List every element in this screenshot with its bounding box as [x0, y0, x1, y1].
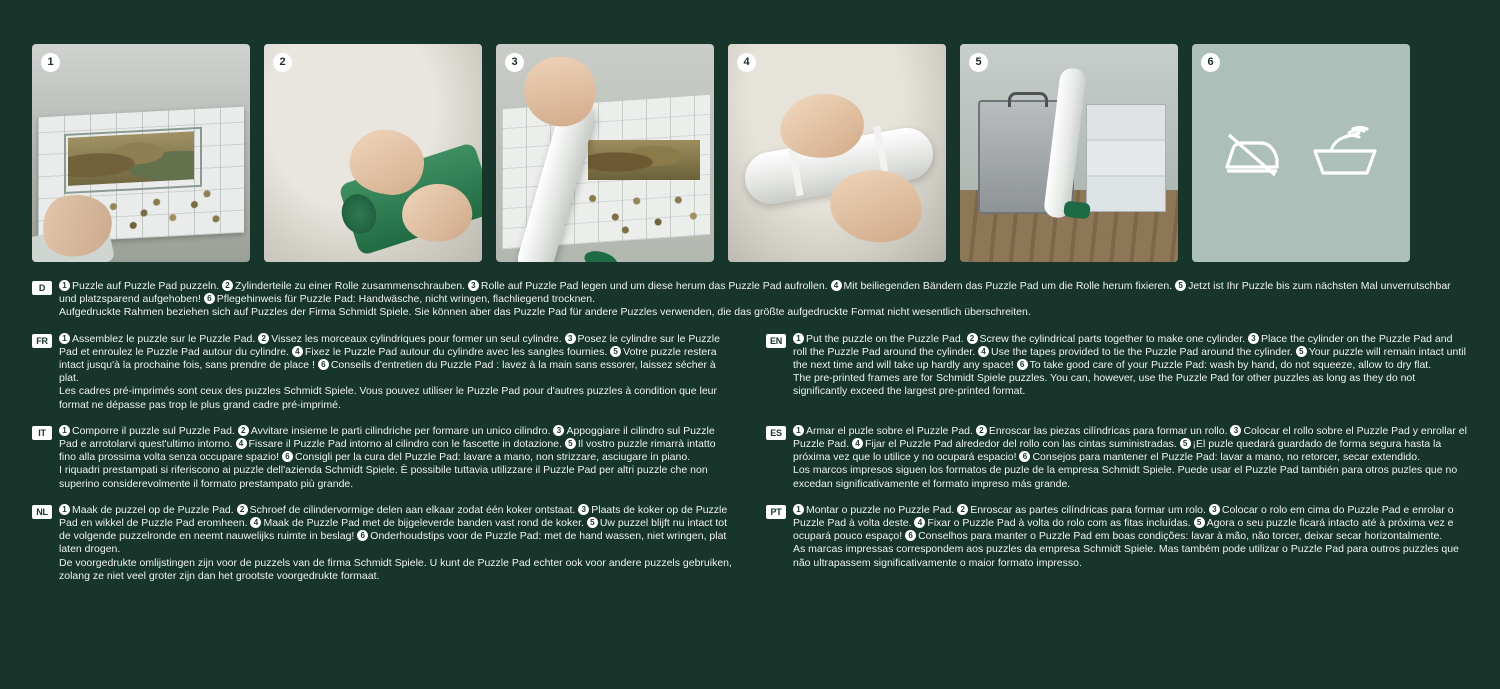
item-number: 4 [250, 517, 261, 528]
item-number: 4 [292, 346, 303, 357]
language-note: The pre-printed frames are for Schmidt Spiele puzzles. You can, however, use the Puzzle Pad for other puzzles as long as they do not significantly exceed the largest pre-printed format. [793, 372, 1416, 398]
language-row-de [32, 280, 1468, 320]
instruction-item: Comporre il puzzle sul Puzzle Pad. [72, 424, 235, 437]
item-number: 2 [967, 333, 978, 344]
item-number: 5 [1175, 280, 1186, 291]
instruction-item: Onderhoudstips voor de Puzzle Pad: met de hand wassen, niet wringen, plat laten drogen. [59, 530, 727, 556]
language-text-de [59, 280, 1468, 320]
item-number: 5 [1194, 517, 1205, 528]
hand-wash-icon [1309, 125, 1381, 181]
instruction-item: Agora o seu puzzle ficará intacto até à próxima vez e ocupará pouco espaço! [793, 517, 1454, 543]
language-block-nl [32, 504, 734, 583]
item-number: 6 [1017, 359, 1028, 370]
language-text-en [793, 333, 1468, 399]
language-note: Aufgedruckte Rahmen beziehen sich auf Puzzles der Firma Schmidt Spiele. Sie können aber das Puzzle Pad für andere Puzzles verwenden, die das größte aufgedruckte Format nicht wesentlich überschreiten. [59, 306, 1031, 319]
instruction-item: Fixar o Puzzle Pad à volta do rolo com as fitas incluídas. [927, 517, 1191, 530]
item-number: 4 [978, 346, 989, 357]
instruction-item: Posez le cylindre sur le Puzzle Pad et enroulez le Puzzle Pad autour du cylindre. [59, 332, 720, 358]
language-text-it [59, 425, 734, 491]
language-tag-pt: PT [766, 505, 786, 519]
item-number: 6 [318, 359, 329, 370]
item-number: 3 [578, 504, 589, 515]
photo-strip [32, 44, 1468, 262]
instruction-item: Mit beiliegenden Bändern das Puzzle Pad um die Rolle herum fixieren. [843, 280, 1173, 292]
loose-puzzle-pieces [580, 186, 706, 236]
instruction-item: Colocar o rolo em cima do Puzzle Pad e enrolar o Puzzle Pad à volta deste. [793, 503, 1454, 530]
instruction-item: Vissez les morceaux cylindriques pour former un seul cylindre. [271, 332, 562, 345]
instruction-item: Fijar el Puzzle Pad alrededor del rollo con las cintas suministradas. [864, 438, 1177, 451]
step-photo-5 [960, 44, 1178, 262]
item-number: 1 [59, 333, 70, 344]
instruction-item: Puzzle auf Puzzle Pad puzzeln. [72, 280, 220, 292]
item-number: 3 [1248, 333, 1259, 344]
item-number: 1 [793, 333, 804, 344]
step-badge-1: 1 [41, 53, 60, 72]
language-text-pt [793, 504, 1468, 570]
instruction-item: Place the cylinder on the Puzzle Pad and roll the Puzzle Pad around the cylinder. [793, 332, 1453, 358]
step-photo-1 [32, 44, 250, 262]
item-number: 3 [553, 425, 564, 436]
instruction-item: Consigli per la cura del Puzzle Pad: lavare a mano, non strizzare, asciugare in piano. [294, 451, 691, 464]
language-tag-it: IT [32, 426, 52, 440]
language-note: De voorgedrukte omlijstingen zijn voor de puzzels van de firma Schmidt Spiele. U kunt de Puzzle Pad echter ook voor andere puzzels gebruiken, zolang ze niet veel groter zijn dan het grootste voorgedrukte formaat. [59, 556, 732, 582]
language-block-en [766, 333, 1468, 412]
instruction-item: Schroef de cilindervormige delen aan elkaar zodat één koker ontstaat. [249, 503, 576, 516]
item-number: 4 [831, 280, 842, 291]
language-block-it [32, 425, 734, 491]
instruction-item: Fixez le Puzzle Pad autour du cylindre avec les sangles fournies. [304, 345, 608, 358]
item-number: 2 [238, 425, 249, 436]
language-row-nl-pt [32, 504, 1468, 583]
instruction-item: Enroscar las piezas cilíndricas para formar un rollo. [988, 424, 1228, 437]
step-photo-3 [496, 44, 714, 262]
language-block-es [766, 425, 1468, 491]
puzzle-picture [588, 140, 700, 180]
instruction-item: Armar el puzle sobre el Puzzle Pad. [806, 424, 973, 437]
item-number: 6 [357, 530, 368, 541]
instruction-item: Conseils d'entretien du Puzzle Pad : lavez à la main sans essorer, laissez sécher à plat. [59, 359, 716, 385]
instruction-item: Votre puzzle restera intact jusqu'à la prochaine fois, sans prendre de place ! [59, 345, 717, 372]
step-badge-3: 3 [505, 53, 524, 72]
item-number: 2 [222, 280, 233, 291]
item-number: 5 [565, 438, 576, 449]
item-number: 2 [976, 425, 987, 436]
item-number: 3 [565, 333, 576, 344]
instruction-item: Montar o puzzle no Puzzle Pad. [806, 503, 955, 516]
item-number: 1 [793, 425, 804, 436]
instructions-text-area [32, 280, 1468, 583]
item-number: 3 [468, 280, 479, 291]
language-tag-nl: NL [32, 505, 52, 519]
language-text-es [793, 425, 1468, 491]
instruction-item: Put the puzzle on the Puzzle Pad. [806, 332, 964, 345]
language-row-fr-en [32, 333, 1468, 412]
instruction-item: Appoggiare il cilindro sul Puzzle Pad e arrotolarvi quest'ultimo intorno. [59, 424, 715, 451]
item-number: 4 [852, 438, 863, 449]
instruction-item: Screw the cylindrical parts together to make one cylinder. [979, 332, 1246, 345]
instruction-item: Maak de Puzzle Pad met de bijgeleverde banden vast rond de koker. [263, 517, 584, 530]
no-iron-icon [1221, 125, 1283, 181]
item-number: 1 [59, 504, 70, 515]
item-number: 2 [957, 504, 968, 515]
instruction-item: To take good care of your Puzzle Pad: wash by hand, do not squeeze, allow to dry flat. [1029, 359, 1432, 372]
language-note: I riquadri prestampati si riferiscono ai puzzle dell'azienda Schmidt Spiele. È possibile tuttavia utilizzare il Puzzle Pad per altri puzzle che non superino considerevolmente il formato prestampato più grande. [59, 464, 708, 490]
step-badge-5: 5 [969, 53, 988, 72]
language-tag-fr: FR [32, 334, 52, 348]
instruction-item: Rolle auf Puzzle Pad legen und um diese herum das Puzzle Pad aufrollen. [480, 280, 828, 292]
item-number: 5 [1296, 346, 1307, 357]
step-badge-6: 6 [1201, 53, 1220, 72]
item-number: 5 [610, 346, 621, 357]
item-number: 3 [1209, 504, 1220, 515]
item-number: 1 [59, 280, 70, 291]
language-text-fr [59, 333, 734, 412]
step-badge-4: 4 [737, 53, 756, 72]
cylinder-end-cap [582, 248, 620, 262]
language-note: Los marcos impresos siguen los formatos de puzle de la empresa Schmidt Spiele. Puede usar el Puzzle Pad también para otros puzles que no excedan significativamente el formato impreso más grande. [793, 464, 1458, 490]
item-number: 1 [793, 504, 804, 515]
language-row-it-es [32, 425, 1468, 491]
language-block-fr [32, 333, 734, 412]
item-number: 6 [204, 293, 215, 304]
item-number: 3 [1230, 425, 1241, 436]
instruction-item: Consejos para mantener el Puzzle Pad: lavar a mano, no retorcer, secar extendido. [1032, 451, 1421, 464]
item-number: 6 [1019, 451, 1030, 462]
instruction-item: Zylinderteile zu einer Rolle zusammenschrauben. [235, 280, 465, 292]
language-tag-de: D [32, 281, 52, 295]
instruction-item: Fissare il Puzzle Pad intorno al cilindro con le fascette in dotazione. [248, 438, 562, 451]
instruction-item: Pflegehinweis für Puzzle Pad: Handwäsche, nicht wringen, flachliegend trocknen. [216, 293, 596, 306]
instruction-item: Use the tapes provided to tie the Puzzle Pad around the cylinder. [991, 345, 1293, 358]
item-number: 4 [914, 517, 925, 528]
item-number: 1 [59, 425, 70, 436]
language-tag-es: ES [766, 426, 786, 440]
instruction-item: Assemblez le puzzle sur le Puzzle Pad. [72, 332, 256, 345]
step-photo-4 [728, 44, 946, 262]
instruction-item: Conselhos para manter o Puzzle Pad em boas condições: lavar à mão, não torcer, deixar secar horizontalmente. [918, 530, 1443, 543]
item-number: 2 [237, 504, 248, 515]
instruction-item: Your puzzle will remain intact until the next time and will take up hardly any space! [793, 345, 1466, 372]
cylinder-end-cap [1063, 200, 1091, 219]
instruction-item: ¡El puzle quedará guardado de forma segura hasta la próxima vez que lo utilice y no ocupará espacio! [793, 438, 1442, 464]
item-number: 2 [258, 333, 269, 344]
puzzle-picture [68, 131, 194, 186]
care-icon-group [1192, 44, 1410, 262]
puzzle-box-stack [1086, 104, 1166, 212]
instruction-item: Colocar el rollo sobre el Puzzle Pad y enrollar el Puzzle Pad. [793, 424, 1467, 451]
instruction-item: Jetzt ist Ihr Puzzle bis zum nächsten Mal unverrutschbar und platzsparend aufgehoben! [59, 280, 1451, 306]
case-handle-icon [1008, 92, 1048, 107]
item-number: 6 [282, 451, 293, 462]
item-number: 6 [905, 530, 916, 541]
language-tag-en: EN [766, 334, 786, 348]
instruction-item: Enroscar as partes cilíndricas para formar um rolo. [970, 503, 1206, 516]
instruction-item: Maak de puzzel op de Puzzle Pad. [72, 503, 234, 516]
instruction-item: Uw puzzel blijft nu intact tot de volgende puzzelronde en neemt nauwelijks ruimte in beslag! [59, 517, 728, 543]
language-note: As marcas impressas correspondem aos puzzles da empresa Schmidt Spiele. Mas também pode utilizar o Puzzle Pad para outros puzzles que não ultrapassem significativamente o maior formato impresso. [793, 543, 1459, 569]
item-number: 5 [1180, 438, 1191, 449]
language-block-pt [766, 504, 1468, 583]
language-note: Les cadres pré-imprimés sont ceux des puzzles Schmidt Spiele. Vous pouvez utiliser le Puzzle Pad pour d'autres puzzles à condition que leur format ne dépasse pas trop le plus grand cadre pré-imprimé. [59, 385, 718, 411]
step-photo-2 [264, 44, 482, 262]
step-photo-6 [1192, 44, 1410, 262]
instruction-item: Plaats de koker op de Puzzle Pad en wikkel de Puzzle Pad eromheen. [59, 503, 728, 530]
language-block-de [32, 280, 1468, 320]
instruction-item: Il vostro puzzle rimarrà intatto fino alla prossima volta senza occupare spazio! [59, 438, 716, 464]
language-text-nl [59, 504, 734, 583]
step-badge-2: 2 [273, 53, 292, 72]
instruction-item: Avvitare insieme le parti cilindriche per formare un unico cilindro. [250, 424, 551, 437]
item-number: 5 [587, 517, 598, 528]
item-number: 4 [236, 438, 247, 449]
